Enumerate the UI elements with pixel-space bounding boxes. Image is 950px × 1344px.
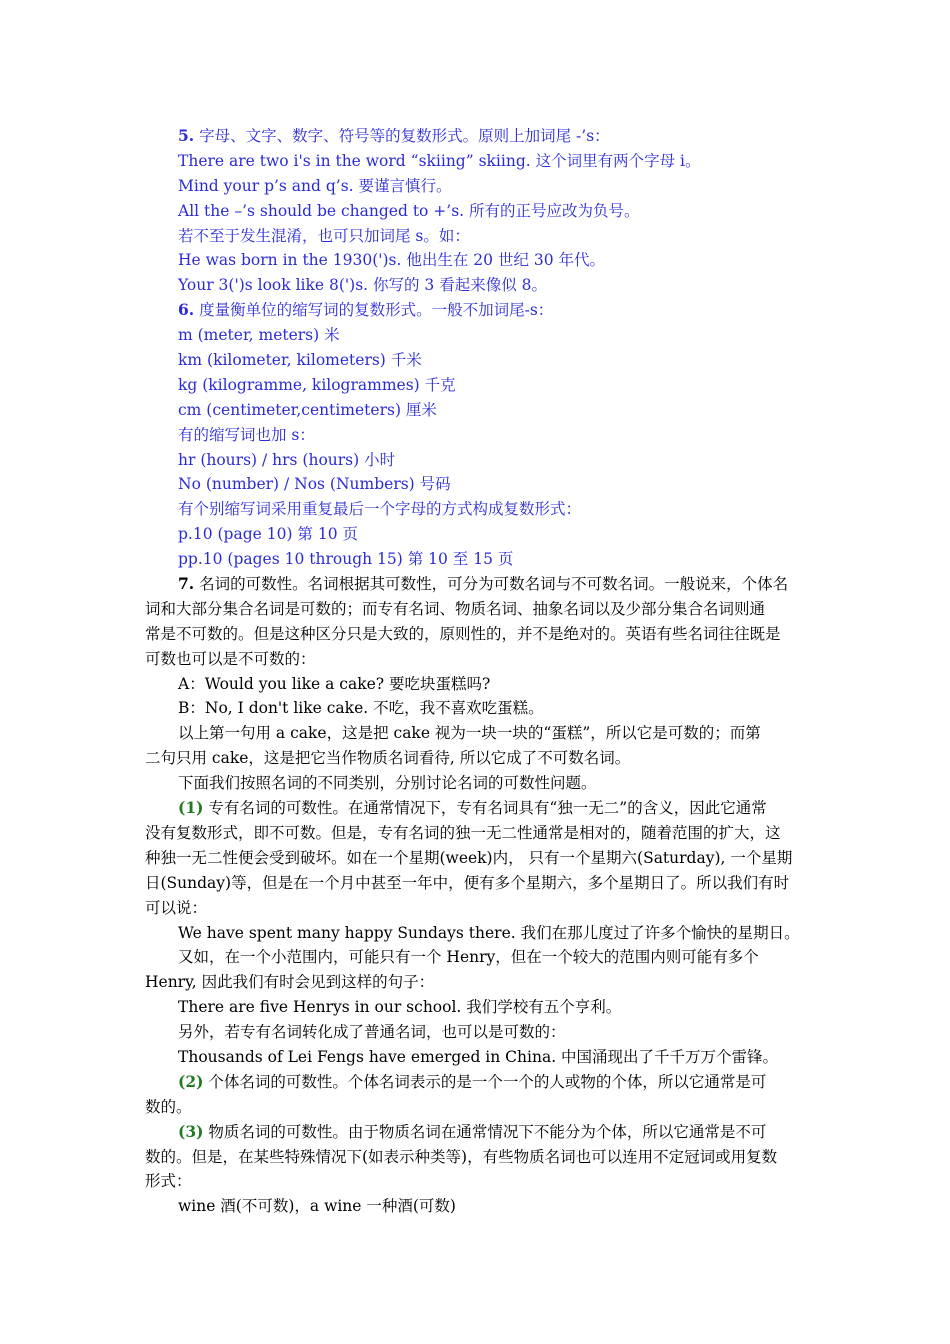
explain-line: 以上第一句用 a cake，这是把 cake 视为一块一块的“蛋糕”，所以它是可数的；而第	[178, 724, 761, 743]
sub-3-number: (3)	[178, 1121, 204, 1141]
sub-2-line-first	[145, 1070, 809, 1095]
section-6-line: km (kilometer, kilometers) 千米	[178, 351, 422, 370]
section-7-line: 常是不可数的。但是这种区分只是大致的，原则性的，并不是绝对的。英语有些名词往往既是	[145, 624, 781, 643]
sub-2-number: (2)	[178, 1071, 204, 1091]
section-7-text: 名词的可数性。名词根据其可数性，可分为可数名词与不可数名词。一般说来，个体名	[194, 575, 789, 594]
sub-3-line: 形式：	[145, 1172, 192, 1191]
sub-3-text: 物质名词的可数性。由于物质名词在通常情况下不能分为个体，所以它通常是不可	[203, 1122, 767, 1141]
section-7-line: 词和大部分集合名词是可数的；而专有名词、物质名词、抽象名词以及少部分集合名词则通	[145, 599, 766, 618]
section-6-line: kg (kilogramme, kilogrammes) 千克	[178, 375, 456, 394]
section-6-line: 有的缩写词也加 s：	[178, 425, 315, 444]
explain-line: 二句只用 cake，这是把它当作物质名词看待, 所以它成了不可数名词。	[145, 749, 631, 768]
sub-3-example: wine 酒(不可数)，a wine 一种酒(可数)	[178, 1197, 456, 1216]
section-5-number: 5.	[178, 126, 195, 145]
sub-1-number: (1)	[178, 798, 204, 818]
section-7-number: 7.	[178, 574, 195, 594]
section-5-line: Your 3(')s look like 8(')s. 你写的 3 看起来像似 8。	[178, 276, 548, 295]
sub-2-text: 个体名词的可数性。个体名词表示的是一个一个的人或物的个体，所以它通常是可	[203, 1072, 767, 1091]
sub-1-text: 专有名词的可数性。在通常情况下，专有名词具有“独一无二”的含义，因此它通常	[203, 799, 767, 818]
sub-1-line: 可以说：	[145, 898, 208, 917]
section-5-heading-text: 字母、文字、数字、符号等的复数形式。原则上加词尾 -’s：	[194, 127, 610, 145]
section-6-line: cm (centimeter,centimeters) 厘米	[178, 400, 437, 419]
document-page	[145, 124, 809, 1219]
section-7-line-first	[145, 572, 809, 597]
section-5-line: There are two i's in the word “skiing” skiing. 这个词里有两个字母 i。	[178, 151, 701, 170]
sub-3-line: 数的。但是，在某些特殊情况下(如表示种类等)，有些物质名词也可以连用不定冠词或用复数	[145, 1147, 778, 1166]
sub-1-line: 日(Sunday)等，但是在一个月中甚至一年中，便有多个星期六，多个星期日了。所以我们有时	[145, 873, 790, 892]
section-7-intro: 下面我们按照名词的不同类别，分别讨论名词的可数性问题。	[178, 774, 597, 793]
section-5-line: All the –’s should be changed to +’s. 所有的正号应改为负号。	[178, 201, 640, 220]
section-7-line: 可数也可以是不可数的：	[145, 649, 316, 668]
section-6-line: m (meter, meters) 米	[178, 326, 340, 345]
section-6-line: p.10 (page 10) 第 10 页	[178, 525, 359, 544]
section-5-line: 若不至于发生混淆，也可只加词尾 s。如：	[178, 226, 470, 245]
section-6-heading	[145, 298, 809, 323]
example-a: A：Would you like a cake? 要吃块蛋糕吗?	[178, 674, 491, 693]
sub-1-line: 种独一无二性便会受到破坏。如在一个星期(week)内， 只有一个星期六(Saturday), 一个星期	[145, 848, 793, 867]
sub-1-example: Thousands of Lei Fengs have emerged in China. 中国涌现出了千千万万个雷锋。	[178, 1047, 779, 1066]
sub-2-line: 数的。	[145, 1097, 192, 1116]
section-6-line: 有个别缩写词采用重复最后一个字母的方式构成复数形式：	[178, 500, 582, 519]
sub-1-example: There are five Henrys in our school. 我们学校有五个亨利。	[178, 998, 622, 1017]
section-6-heading-text: 度量衡单位的缩写词的复数形式。一般不加词尾-s：	[194, 301, 554, 320]
section-6-number: 6.	[178, 300, 195, 320]
section-6-line: pp.10 (pages 10 through 15) 第 10 至 15 页	[178, 550, 514, 569]
sub-1-henry-line: Henry, 因此我们有时会见到这样的句子：	[145, 973, 435, 992]
sub-1-example: We have spent many happy Sundays there. 我们在那儿度过了许多个愉快的星期日。	[178, 923, 800, 942]
sub-1-line-first	[145, 796, 809, 821]
section-6-line: hr (hours) / hrs (hours) 小时	[178, 450, 396, 469]
example-b: B：No, I don't like cake. 不吃，我不喜欢吃蛋糕。	[178, 699, 544, 718]
sub-1-note: 另外，若专有名词转化成了普通名词，也可以是可数的：	[178, 1023, 566, 1042]
section-5-line: Mind your p’s and q’s. 要谨言慎行。	[178, 176, 452, 195]
section-5-line: He was born in the 1930(')s. 他出生在 20 世纪 30 年代。	[178, 251, 606, 270]
sub-1-line: 没有复数形式，即不可数。但是，专有名词的独一无二性通常是相对的，随着范围的扩大，这	[145, 823, 781, 842]
sub-3-line-first	[145, 1120, 809, 1145]
section-5-heading	[145, 124, 809, 149]
sub-1-henry-line: 又如，在一个小范围内，可能只有一个 Henry，但在一个较大的范围内则可能有多个	[178, 948, 759, 967]
section-6-line: No (number) / Nos (Numbers) 号码	[178, 475, 451, 494]
